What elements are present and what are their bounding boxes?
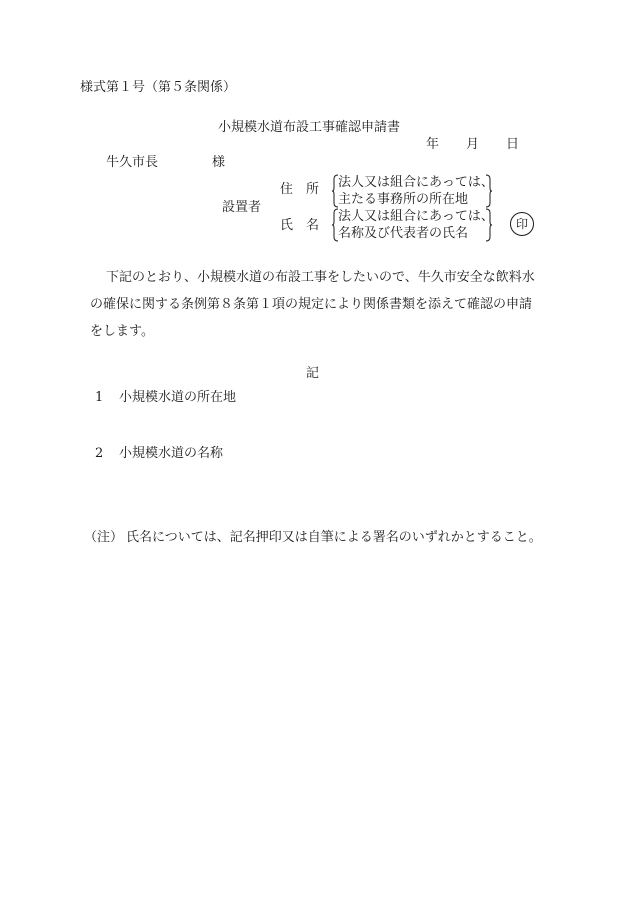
item-2-label: 小規模水道の名称 [119, 446, 224, 461]
ki-heading: 記 [306, 366, 320, 381]
item-2-number: 2 [95, 446, 104, 461]
item-1-number: 1 [95, 390, 104, 405]
address-label: 住 所 [280, 182, 320, 197]
body-text-line-1: 下記のとおり、小規模水道の布設工事をしたいので、牛久市安全な飲料水 [106, 270, 535, 285]
note-text: 氏名については、記名押印又は自筆による署名のいずれかとすること。 [126, 530, 542, 545]
form-number: 様式第１号（第５条関係） [80, 80, 237, 95]
seal-mark: 印 [510, 212, 534, 236]
name-note-line-2: 名称及び代表者の氏名 [338, 226, 469, 241]
addressee-honorific: 様 [212, 155, 226, 170]
document-title: 小規模水道布設工事確認申請書 [218, 120, 401, 135]
name-label: 氏 名 [280, 218, 320, 233]
date-year: 年 [426, 137, 440, 152]
note-label: （注） [84, 530, 124, 545]
address-note-line-1: 法人又は組合にあっては、 [338, 175, 494, 190]
address-note [332, 174, 492, 208]
item-1-label: 小規模水道の所在地 [119, 390, 237, 405]
name-note [332, 208, 492, 242]
addressee-name: 牛久市長 [106, 155, 159, 170]
date-day: 日 [506, 137, 520, 152]
body-text-line-2: の確保に関する条例第８条第１項の規定により関係書類を添えて確認の申請 [90, 297, 533, 312]
address-note-line-2: 主たる事務所の所在地 [338, 192, 469, 207]
date-month: 月 [466, 137, 480, 152]
name-note-line-1: 法人又は組合にあっては、 [338, 209, 494, 224]
applicant-label: 設置者 [222, 200, 262, 215]
body-text-line-3: をします。 [90, 324, 154, 339]
